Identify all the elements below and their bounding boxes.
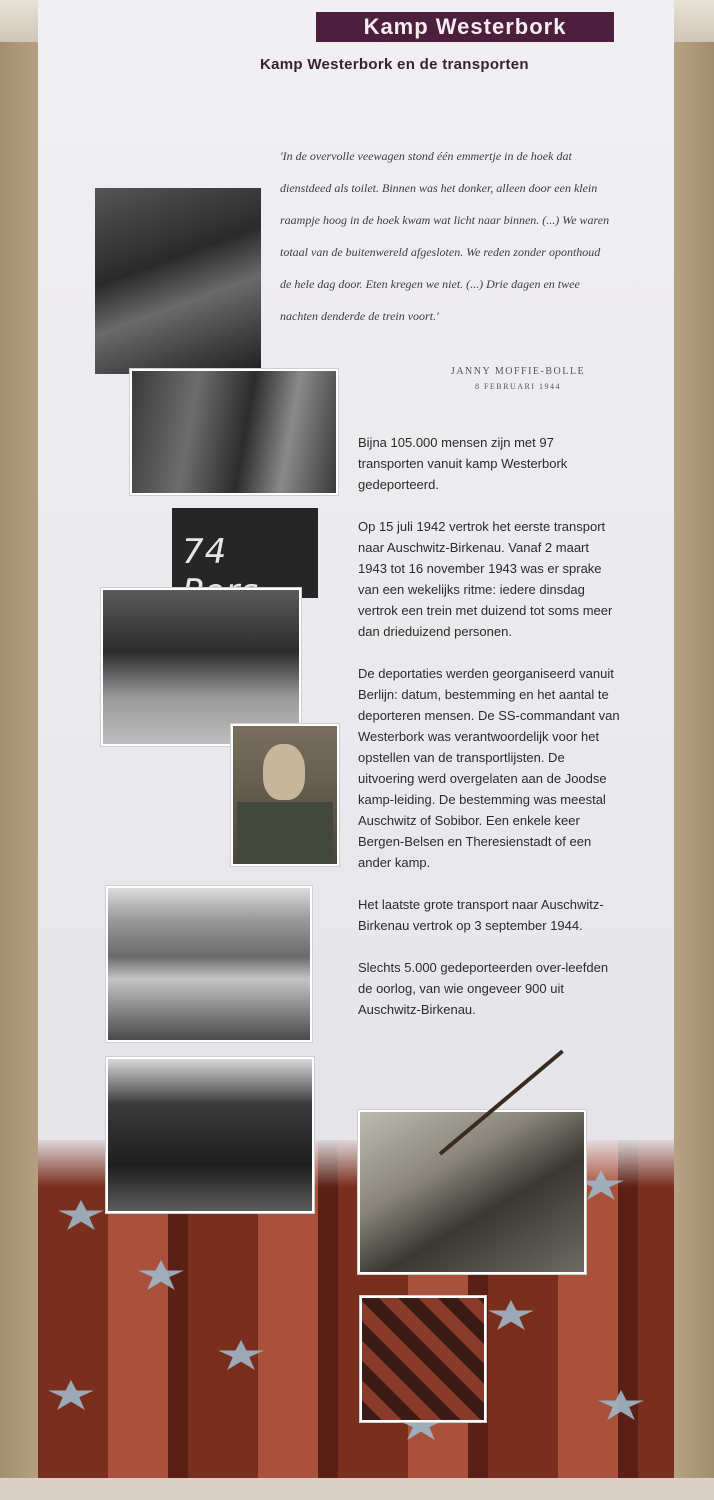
portrait-uniform <box>237 802 333 864</box>
portrait-face <box>263 744 305 800</box>
body-text <box>358 432 620 1041</box>
star-icon <box>218 1340 264 1370</box>
paragraph: Op 15 juli 1942 vertrok het eerste transport naar Auschwitz-Birkenau. Vanaf 2 maart 1943 tot 16 november 1943 was er sprake van een wekelijks ritme: iedere dinsdag vertrok een trein met duizend tot soms meer dan drieduizend personen. <box>358 519 613 639</box>
floor <box>0 1478 714 1500</box>
exhibition-banner <box>38 0 674 1478</box>
star-icon <box>58 1200 104 1230</box>
paragraph: Het laatste grote transport naar Auschwitz-Birkenau vertrok op 3 september 1944. <box>358 897 604 933</box>
photo-boy-with-violin <box>358 1110 586 1274</box>
photo-ss-commandant <box>231 724 339 866</box>
paragraph: Bijna 105.000 mensen zijn met 97 transporten vanuit kamp Westerbork gedeporteerd. <box>358 435 568 492</box>
banner-subtitle: Kamp Westerbork en de transporten <box>260 56 529 73</box>
wall-right <box>674 42 714 1500</box>
quote-text: 'In de overvolle veewagen stond één emmertje in de hoek dat dienstdeed als toilet. Binnen was het donker, alleen door een klein raampje hoog in de hoek kwam wat licht naar binnen. (...) We waren totaal van de buitenwereld afgesloten. We reden zonder oponthoud de hele dag door. Eten kregen we niet. (...) Drie dagen en twee nachten denderde de trein voort.' <box>280 149 610 323</box>
photo-deportees-at-wagon <box>95 188 261 374</box>
star-icon <box>598 1390 644 1420</box>
star-icon <box>488 1300 534 1330</box>
wall-left <box>0 42 38 1500</box>
photo-wagon-chalk-text <box>172 508 318 598</box>
violin-bow <box>439 1050 564 1156</box>
paragraph: De deportaties werden georganiseerd vanuit Berlijn: datum, bestemming en het aantal te deporteren mensen. De SS-commandant van Westerbork was verantwoordelijk voor het opstellen van de transportlijsten. De uitvoering werd overgelaten aan de Joodse kamp-leiding. De bestemming was meestal Auschwitz of Sobibor. Een enkele keer Bergen-Belsen en Theresienstadt of een ander kamp. <box>358 666 620 870</box>
photo-crowd-on-platform <box>106 1057 314 1213</box>
paragraph: Slechts 5.000 gedeporteerden over-leefden de oorlog, van wie ongeveer 900 uit Auschwitz-Birkenau. <box>358 960 609 1017</box>
photo-soldiers-at-train <box>101 588 301 746</box>
star-icon <box>48 1380 94 1410</box>
banner-title: Kamp Westerbork <box>316 12 614 42</box>
wagon-text: 74 <box>182 532 228 572</box>
quote-date: 8 FEBRUARI 1944 <box>474 382 562 391</box>
star-icon <box>138 1260 184 1290</box>
photo-memorial-stones <box>360 1296 486 1422</box>
quote-author: JANNY MOFFIE-BOLLE <box>450 366 586 377</box>
photo-luggage-pile <box>106 886 312 1042</box>
photo-boarding-train <box>130 369 338 495</box>
